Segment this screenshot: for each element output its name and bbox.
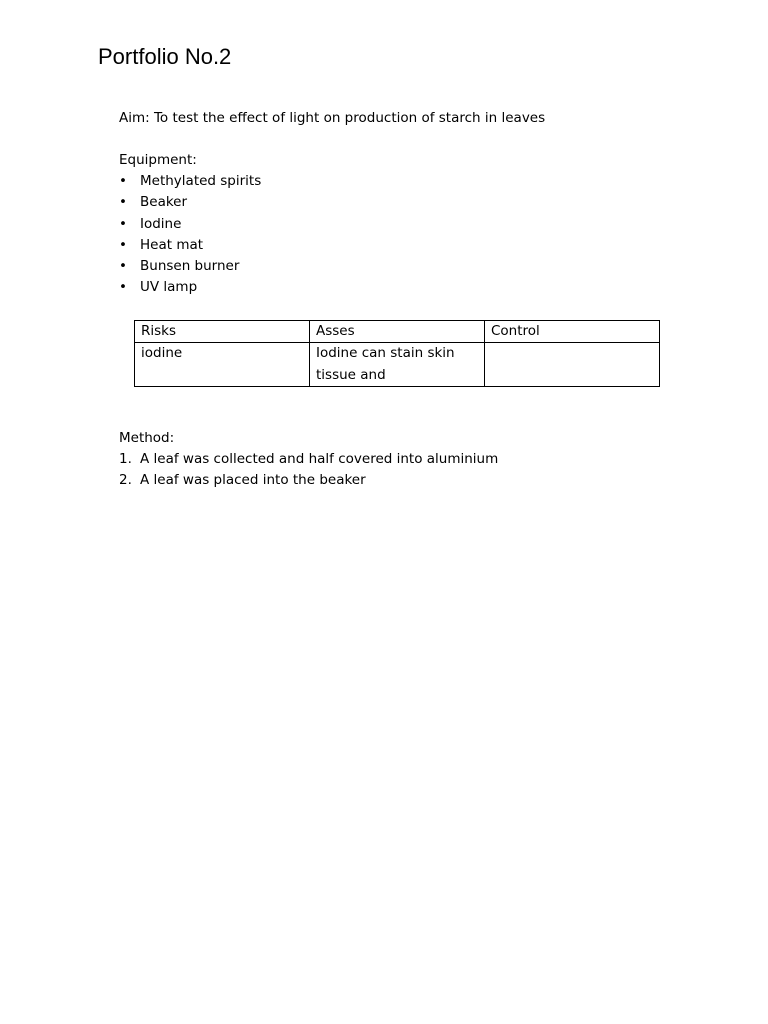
bullet-icon: •: [119, 236, 127, 253]
bullet-icon: •: [119, 173, 127, 189]
table-cell-risk: iodine: [135, 343, 310, 387]
table-header-asses: Asses: [310, 321, 485, 343]
equipment-item-label: Bunsen burner: [140, 258, 240, 275]
table-cell-asses: Iodine can stain skin tissue and: [310, 343, 485, 387]
bullet-icon: •: [119, 258, 127, 275]
equipment-item-label: Iodine: [140, 215, 182, 232]
bullet-icon: •: [119, 279, 127, 296]
table-header-row: [135, 321, 660, 343]
equipment-item-label: Methylated spirits: [140, 173, 262, 189]
list-item: [119, 214, 261, 235]
table-header-risks: Risks: [135, 321, 310, 343]
step-text: A leaf was placed into the beaker: [140, 472, 366, 489]
aim-text: Aim: To test the effect of light on production of starch in leaves: [119, 110, 546, 126]
list-item: [119, 171, 261, 192]
list-item: [119, 277, 261, 298]
bullet-icon: •: [119, 215, 127, 232]
equipment-item-label: Beaker: [140, 194, 188, 211]
risk-assessment-table: [134, 320, 660, 387]
method-heading: Method:: [119, 430, 175, 446]
list-item: [119, 192, 261, 213]
table-header-control: Control: [485, 321, 660, 343]
step-number: 1.: [119, 451, 132, 467]
bullet-icon: •: [119, 194, 127, 211]
equipment-item-label: UV lamp: [140, 279, 198, 296]
page-title: Portfolio No.2: [98, 44, 232, 69]
equipment-item-label: Heat mat: [140, 236, 204, 253]
method-list: [119, 449, 498, 492]
list-item: [119, 470, 498, 491]
step-number: 2.: [119, 472, 132, 489]
table-cell-control: [485, 343, 660, 387]
list-item: [119, 256, 261, 277]
table-row: [135, 343, 660, 387]
equipment-list: [119, 171, 261, 299]
step-text: A leaf was collected and half covered into aluminium: [140, 451, 499, 467]
equipment-heading: Equipment:: [119, 152, 197, 168]
list-item: [119, 449, 498, 470]
list-item: [119, 235, 261, 256]
